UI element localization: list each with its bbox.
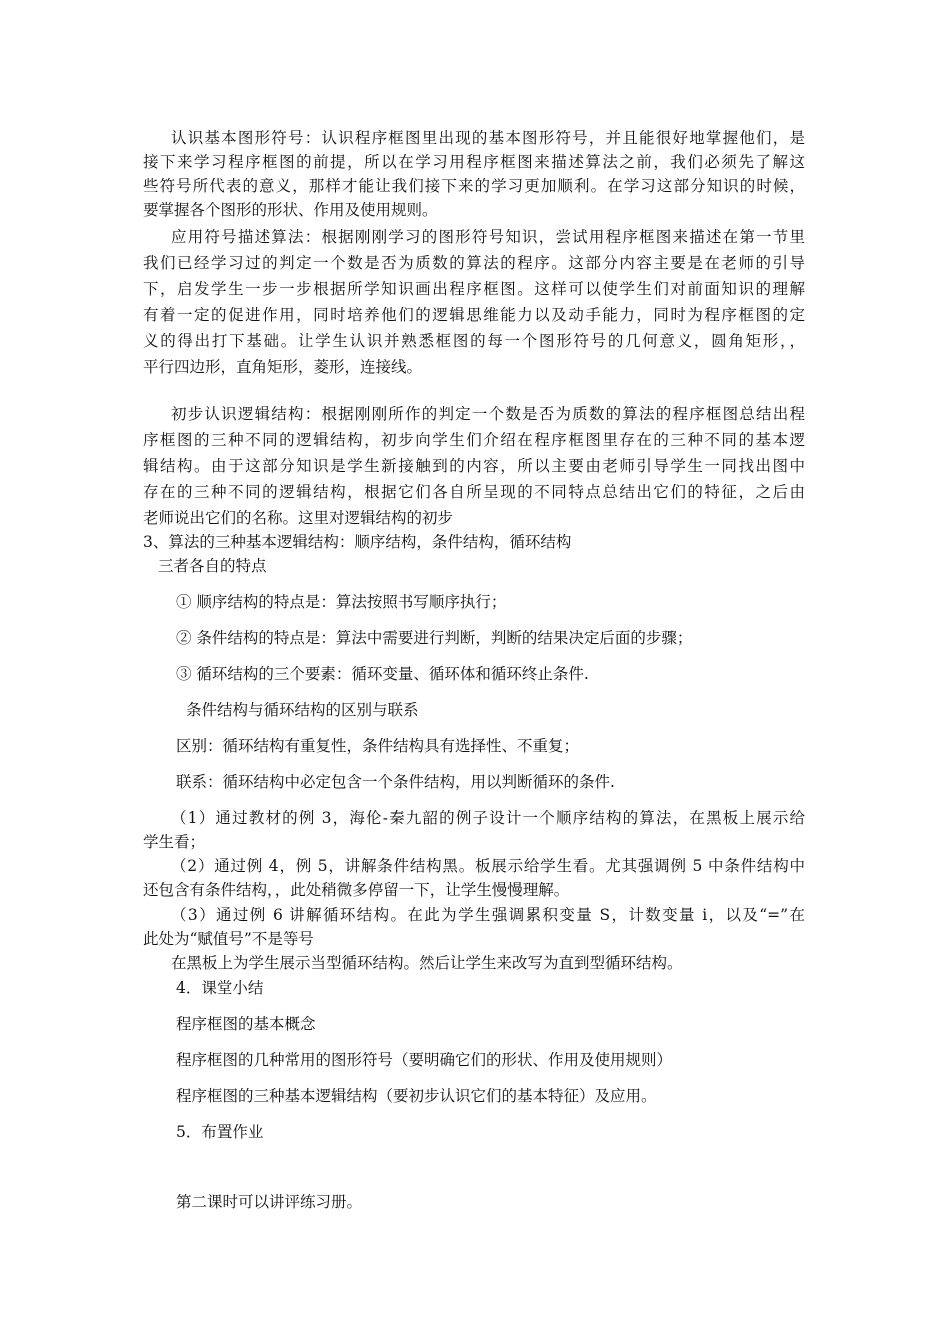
section-3-heading: 3、算法的三种基本逻辑结构：顺序结构，条件结构，循环结构 (143, 533, 572, 551)
feature-item-2: ② 条件结构的特点是：算法中需要进行判断，判断的结果决定后面的步骤； (176, 629, 693, 647)
step-3-line-1: （3）通过例 6 讲解循环结构。在此为学生强调累积变量 S，计数变量 i，以及“=”在 (171, 906, 805, 924)
summary-heading: 4．课堂小结 (176, 979, 264, 997)
para2-line-2: 我们已经学习过的判定一个数是否为质数的算法的程序。这部分内容主要是在老师的引导 (143, 254, 805, 272)
homework-heading: 5．布置作业 (176, 1123, 264, 1141)
para3-line-1: 初步认识逻辑结构：根据刚刚所作的判定一个数是否为质数的算法的程序框图总结出程 (171, 405, 805, 423)
feature-item-3: ③ 循环结构的三个要素：循环变量、循环体和循环终止条件. (176, 665, 589, 683)
step-1-line-2: 学生看； (143, 833, 206, 851)
summary-item-3: 程序框图的三种基本逻辑结构（要初步认识它们的基本特征）及应用。 (176, 1087, 657, 1105)
para1-line-2: 接下来学习程序框图的前提，所以在学习用程序框图来描述算法之前，我们必须先了解这 (143, 153, 805, 171)
step-2-line-1: （2）通过例 4，例 5，讲解条件结构黑。板展示给学生看。尤其强调例 5 中条件结构中 (171, 857, 805, 875)
para1-line-1: 认识基本图形符号：认识程序框图里出现的基本图形符号，并且能很好地掌握他们，是 (171, 129, 805, 147)
para3-line-2: 序框图的三种不同的逻辑结构，初步向学生们介绍在程序框图里存在的三种不同的基本逻 (143, 431, 805, 449)
para1-line-3: 些符号所代表的意义，那样才能让我们接下来的学习更加顺利。在学习这部分知识的时候， (143, 177, 805, 195)
para2-line-6: 平行四边形，直角矩形，菱形，连接线。 (143, 358, 423, 376)
para2-line-1: 应用符号描述算法：根据刚刚学习的图形符号知识，尝试用程序框图来描述在第一节里 (171, 228, 805, 246)
feature-item-1: ① 顺序结构的特点是：算法按照书写顺序执行； (176, 593, 507, 611)
relation-text: 联系：循环结构中必定包含一个条件结构，用以判断循环的条件. (176, 773, 615, 791)
step-2-line-2: 还包含有条件结构，，此处稍微多停留一下，让学生慢慢理解。 (143, 881, 570, 899)
para3-line-3: 辑结构。由于这部分知识是学生新接触到的内容，所以主要由老师引导学生一同找出图中 (143, 457, 805, 475)
second-lesson-note: 第二课时可以讲评练习册。 (176, 1193, 363, 1211)
summary-item-2: 程序框图的几种常用的图形符号（要明确它们的形状、作用及使用规则） (176, 1051, 673, 1069)
para3-line-5: 老师说出它们的名称。这里对逻辑结构的初步 (143, 509, 454, 527)
para2-line-4: 有着一定的促进作用，同时培养他们的逻辑思维能力以及动手能力，同时为程序框图的定 (143, 306, 805, 324)
para2-line-3: 下，启发学生一步一步根据所学知识画出程序框图。这样可以使学生们对前面知识的理解 (143, 280, 805, 298)
step-1-line-1: （1）通过教材的例 3，海伦-秦九韶的例子设计一个顺序结构的算法，在黑板上展示给 (171, 809, 805, 827)
difference-text: 区别：循环结构有重复性，条件结构具有选择性、不重复； (176, 737, 580, 755)
step-3-line-2: 此处为“赋值号”不是等号 (143, 930, 314, 948)
summary-item-1: 程序框图的基本概念 (176, 1015, 316, 1033)
para2-line-5: 义的得出打下基础。让学生认识并熟悉框图的每一个图形符号的几何意义，圆角矩形，， (143, 332, 805, 350)
features-heading: 三者各自的特点 (158, 557, 267, 575)
step-3-extra: 在黑板上为学生展示当型循环结构。然后让学生来改写为直到型循环结构。 (171, 954, 683, 972)
para3-line-4: 存在的三种不同的逻辑结构，根据它们各自所呈现的不同特点总结出它们的特征，之后由 (143, 483, 805, 501)
difference-heading: 条件结构与循环结构的区别与联系 (186, 701, 419, 719)
para1-line-4: 要掌握各个图形的形状、作用及使用规则。 (143, 201, 438, 219)
